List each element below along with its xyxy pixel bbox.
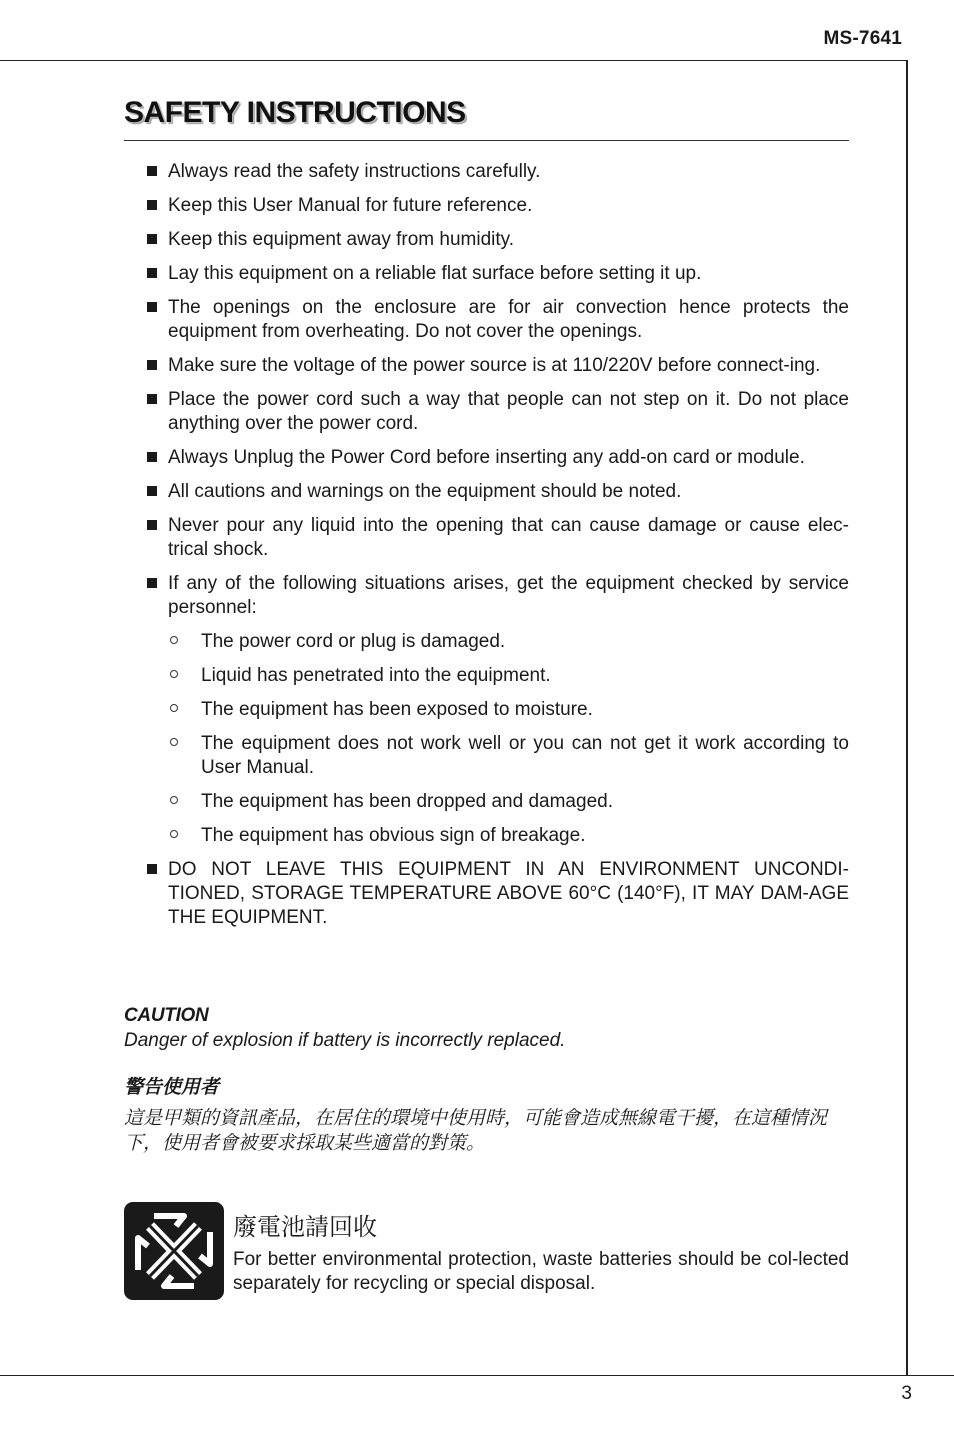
circle-bullet-icon (170, 738, 178, 746)
list-item: Always Unplug the Power Cord before inserting any add-on card or module. (145, 446, 849, 470)
circle-bullet-icon (170, 636, 178, 644)
list-item: Lay this equipment on a reliable flat surface before setting it up. (145, 262, 849, 286)
top-rule (0, 60, 908, 61)
circle-bullet-icon (170, 830, 178, 838)
warning-text-zh: 這是甲類的資訊產品，在居住的環境中使用時，可能會造成無線電干擾，在這種情況下，使用者會被要求採取某些適當的對策。 (124, 1108, 828, 1154)
list-item: Place the power cord such a way that people can not step on it. Do not place anything over the power cord. (145, 388, 849, 436)
battery-recycle-icon (124, 1202, 224, 1300)
square-bullet-icon (147, 268, 157, 278)
circle-bullet-icon (170, 670, 178, 678)
square-bullet-icon (147, 394, 157, 404)
list-item: Make sure the voltage of the power source is at 110/220V before connect-ing. (145, 354, 849, 378)
list-item-temperature-warning: DO NOT LEAVE THIS EQUIPMENT IN AN ENVIRONMENT UNCONDI-TIONED, STORAGE TEMPERATURE ABOVE 60°C (140°F), IT MAY DAM-AGE THE EQUIPMENT. (145, 858, 849, 930)
list-item: The openings on the enclosure are for air convection hence protects the equipment from overheating. Do not cover the openings. (145, 296, 849, 344)
sub-list-item: The equipment has been dropped and damaged. (145, 790, 849, 814)
circle-bullet-icon (170, 704, 178, 712)
warning-heading-zh: 警告使用者 (124, 1077, 220, 1098)
page-number: 3 (901, 1383, 912, 1404)
sub-list-item: The power cord or plug is damaged. (145, 630, 849, 654)
bottom-rule (0, 1375, 954, 1376)
recycle-heading-zh: 廢電池請回收 (233, 1214, 377, 1241)
page-title: SAFETY INSTRUCTIONS (124, 96, 466, 129)
square-bullet-icon (147, 200, 157, 210)
sub-list-item: The equipment has obvious sign of breakage. (145, 824, 849, 848)
square-bullet-icon (147, 520, 157, 530)
square-bullet-icon (147, 864, 157, 874)
sub-list-item: The equipment does not work well or you can not get it work according to User Manual. (145, 732, 849, 780)
caution-text: Danger of explosion if battery is incorrectly replaced. (124, 1030, 566, 1051)
list-item: Keep this equipment away from humidity. (145, 228, 849, 252)
title-underline (124, 140, 849, 141)
list-item: All cautions and warnings on the equipment should be noted. (145, 480, 849, 504)
square-bullet-icon (147, 234, 157, 244)
square-bullet-icon (147, 486, 157, 496)
square-bullet-icon (147, 578, 157, 588)
square-bullet-icon (147, 302, 157, 312)
list-item: Always read the safety instructions carefully. (145, 160, 849, 184)
list-item: If any of the following situations arises, get the equipment checked by service personnel: (145, 572, 849, 620)
square-bullet-icon (147, 166, 157, 176)
sub-list-item: The equipment has been exposed to moisture. (145, 698, 849, 722)
sub-list-item: Liquid has penetrated into the equipment. (145, 664, 849, 688)
list-item: Keep this User Manual for future reference. (145, 194, 849, 218)
square-bullet-icon (147, 452, 157, 462)
caution-heading: CAUTION (124, 1005, 209, 1026)
safety-list (145, 160, 849, 940)
model-number: MS-7641 (823, 28, 902, 49)
list-item: Never pour any liquid into the opening that can cause damage or cause elec-trical shock. (145, 514, 849, 562)
circle-bullet-icon (170, 796, 178, 804)
right-rule (906, 60, 908, 1376)
square-bullet-icon (147, 360, 157, 370)
recycle-text: For better environmental protection, waste batteries should be col-lected separately for recycling or special disposal. (233, 1249, 849, 1294)
